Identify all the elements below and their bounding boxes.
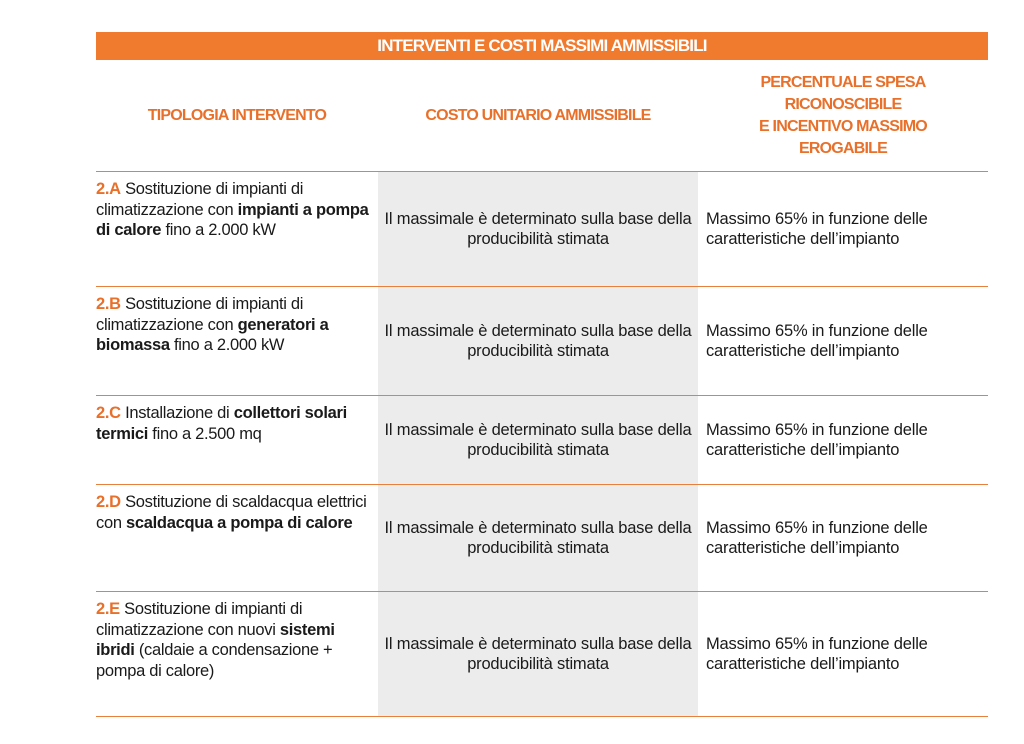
header-percentuale-line: E INCENTIVO MASSIMO [759,117,927,135]
table-banner-title: INTERVENTI E COSTI MASSIMI AMMISSIBILI [96,32,988,60]
cell-costo: Il massimale è determinato sulla base della producibilità stimata [378,396,698,484]
header-percentuale-line: RICONOSCIBILE [784,95,902,113]
intervention-code: 2.E [96,600,120,618]
table-row [96,484,988,591]
cell-percentuale: Massimo 65% in funzione delle caratteristiche dell’impianto [706,518,928,557]
intervention-text: Sostituzione di impianti di climatizzazione con nuovi [96,600,303,639]
intervention-text: fino a 2.500 mq [148,424,262,443]
cell-tipologia [96,592,378,716]
intervention-text: fino a 2.000 kW [161,221,276,239]
cell-costo: Il massimale è determinato sulla base della producibilità stimata [378,485,698,591]
cell-costo: Il massimale è determinato sulla base della producibilità stimata [378,592,698,716]
header-percentuale-line: EROGABILE [799,139,887,157]
cell-percentuale: Massimo 65% in funzione delle caratteristiche dell’impianto [706,634,928,673]
cell-tipologia [96,396,378,484]
intervention-code: 2.C [96,404,121,422]
table-header-row [96,60,988,171]
intervention-key-term: impianti a pompa di calore [96,200,369,239]
intervention-key-term: sistemi ibridi [96,620,335,659]
cell-costo: Il massimale è determinato sulla base della producibilità stimata [378,287,698,395]
intervention-text: Sostituzione di scaldacqua elettrici con [96,493,367,532]
intervention-text: Sostituzione di impianti di climatizzazione con [96,180,304,219]
table-row [96,395,988,484]
header-tipologia: TIPOLOGIA INTERVENTO [147,106,327,124]
intervention-key-term: collettori solari termici [96,404,347,443]
cell-tipologia [96,172,378,286]
intervention-key-term: generatori a biomassa [96,315,329,354]
table-row [96,286,988,395]
cell-costo: Il massimale è determinato sulla base della producibilità stimata [378,172,698,286]
cell-tipologia [96,287,378,395]
intervention-code: 2.D [96,493,121,511]
cell-percentuale: Massimo 65% in funzione delle caratteristiche dell’impianto [706,420,928,459]
cell-percentuale: Massimo 65% in funzione delle caratteristiche dell’impianto [706,209,928,248]
header-percentuale-line: PERCENTUALE SPESA [760,73,926,91]
intervention-code: 2.A [96,180,121,198]
intervention-text: (caldaie a condensazione + pompa di calore) [96,641,333,680]
cost-table [96,32,988,717]
intervention-text: fino a 2.000 kW [169,336,285,354]
intervention-text: Sostituzione di impianti di climatizzazione con [96,295,304,334]
intervention-key-term: scaldacqua a pompa di calore [126,513,353,532]
cell-tipologia [96,485,378,591]
intervention-text: Installazione di [120,404,234,422]
table-row [96,171,988,286]
table-body [96,171,988,717]
intervention-code: 2.B [96,295,121,313]
table-row [96,591,988,717]
header-percentuale [698,72,988,160]
cell-percentuale: Massimo 65% in funzione delle caratteristiche dell’impianto [706,321,928,360]
header-costo: COSTO UNITARIO AMMISSIBILE [425,106,651,124]
